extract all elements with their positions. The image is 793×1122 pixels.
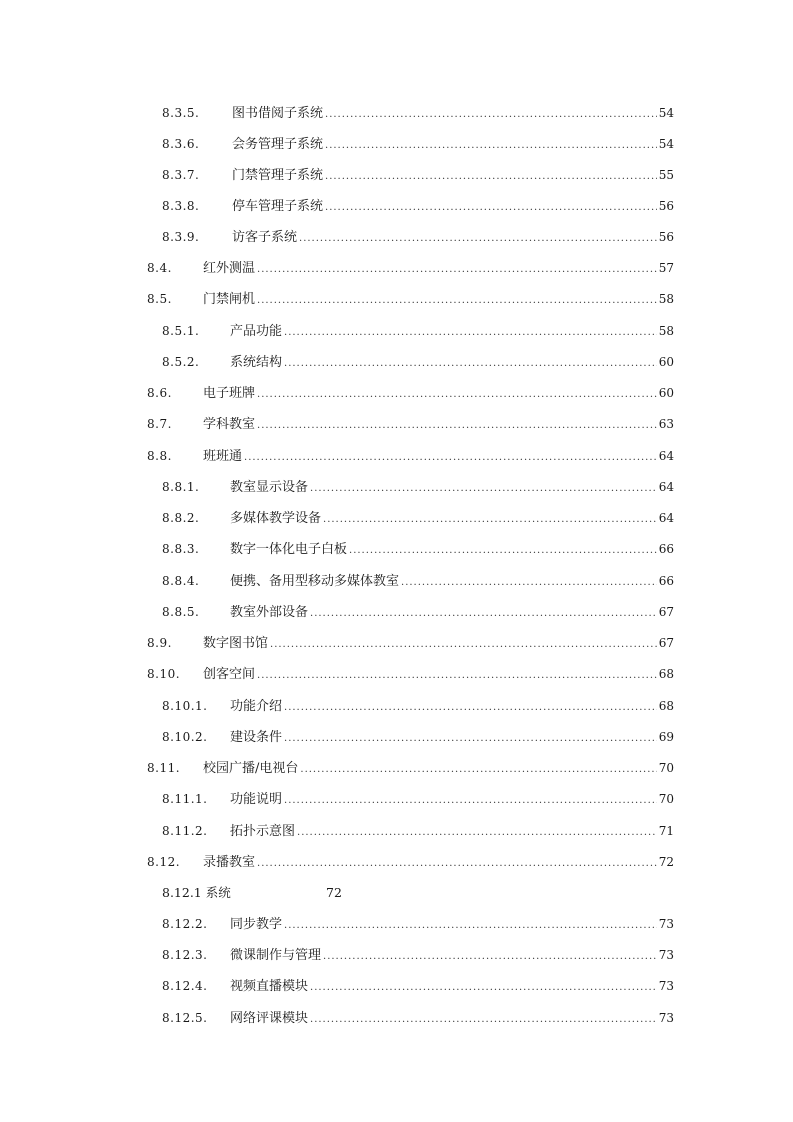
dot-leader <box>323 510 657 530</box>
toc-entry-title: 停车管理子系统 <box>232 199 324 214</box>
toc-entry-title-line <box>230 821 674 843</box>
dot-leader <box>310 479 657 499</box>
toc-entry-title: 门禁管理子系统 <box>232 168 324 183</box>
toc-entry-title: 教室外部设备 <box>230 605 309 620</box>
toc-entry-title: 门禁闸机 <box>203 292 256 307</box>
toc-entry-number: 8.8.1. <box>162 480 200 494</box>
toc-entry-level-1[interactable] <box>147 633 674 653</box>
toc-entry-title: 图书借阅子系统 <box>232 106 324 121</box>
toc-entry-title-line <box>203 289 674 311</box>
toc-entry-title: 班班通 <box>203 449 243 464</box>
toc-entry-page-number: 70 <box>658 792 674 806</box>
toc-entry-page-number: 73 <box>658 948 674 962</box>
dot-leader <box>284 729 657 749</box>
dot-leader <box>257 854 657 874</box>
dot-leader <box>323 947 657 967</box>
toc-entry-level-2[interactable] <box>162 602 674 622</box>
toc-entry-title-line <box>203 852 674 874</box>
toc-entry-title-line <box>230 696 674 718</box>
toc-entry-page-number: 60 <box>658 355 674 369</box>
toc-entry-level-1[interactable] <box>147 289 674 309</box>
toc-entry-level-2[interactable] <box>162 914 674 934</box>
toc-entry-number: 8.5.1. <box>162 324 200 338</box>
toc-entry-number: 8.8.5. <box>162 605 200 619</box>
toc-entry-title: 学科教室 <box>203 417 256 432</box>
toc-entry-title-line <box>230 352 674 374</box>
toc-entry-level-1[interactable] <box>147 383 674 403</box>
toc-entry-title-line <box>230 789 674 811</box>
toc-entry-page-number: 60 <box>658 386 674 400</box>
toc-entry-level-2[interactable] <box>162 352 674 372</box>
dot-leader <box>284 323 657 343</box>
toc-entry-title-line <box>203 258 674 280</box>
toc-entry-level-2[interactable] <box>162 945 674 965</box>
toc-entry-number: 8.11.2. <box>162 824 208 838</box>
toc-entry-page-number: 57 <box>658 261 674 275</box>
toc-entry-level-2[interactable] <box>162 196 674 216</box>
toc-entry-level-2[interactable] <box>162 477 674 497</box>
dot-leader <box>310 604 657 624</box>
toc-entry-number: 8.3.9. <box>162 230 200 244</box>
toc-entry-title-line <box>203 446 674 468</box>
toc-entry-title-line <box>230 976 674 998</box>
toc-entry-title: 拓扑示意图 <box>230 824 296 839</box>
toc-entry-level-2[interactable] <box>162 321 674 341</box>
dot-leader <box>257 416 657 436</box>
toc-entry-title: 同步教学 <box>230 917 283 932</box>
toc-entry-title-line <box>203 633 674 655</box>
toc-entry-title: 产品功能 <box>230 324 283 339</box>
toc-entry-level-2[interactable] <box>162 539 674 559</box>
dot-leader <box>325 198 657 218</box>
toc-entry-level-1[interactable] <box>147 758 674 778</box>
toc-entry-page-number: 73 <box>658 1011 674 1025</box>
toc-entry-level-2[interactable] <box>162 165 674 185</box>
toc-entry-page-number: 56 <box>658 199 674 213</box>
toc-entry-number: 8.5.2. <box>162 355 200 369</box>
dot-leader <box>270 635 657 655</box>
toc-entry-level-1[interactable] <box>147 258 674 278</box>
toc-entry-level-2[interactable] <box>162 103 674 123</box>
toc-entry-level-2[interactable] <box>162 571 674 591</box>
toc-entry-title: 访客子系统 <box>232 230 298 245</box>
dot-leader <box>299 229 657 249</box>
toc-entry-number: 8.10. <box>147 667 181 681</box>
toc-entry-title: 数字一体化电子白板 <box>230 542 348 557</box>
toc-entry-page-number: 55 <box>658 168 674 182</box>
toc-entry-page-number: 64 <box>658 511 674 525</box>
dot-leader <box>310 1010 657 1030</box>
toc-entry-number: 8.8. <box>147 449 172 463</box>
toc-entry-page-number: 64 <box>658 480 674 494</box>
dot-leader <box>257 260 657 280</box>
toc-entry-title: 微课制作与管理 <box>230 948 322 963</box>
toc-entry-level-1[interactable] <box>147 414 674 434</box>
toc-entry-title-line <box>230 321 674 343</box>
toc-entry-number: 8.8.4. <box>162 574 200 588</box>
toc-entry-page-number: 67 <box>658 636 674 650</box>
toc-entry-number: 8.7. <box>147 417 172 431</box>
toc-entry-number: 8.6. <box>147 386 172 400</box>
toc-entry-number: 8.10.1. <box>162 699 208 713</box>
toc-entry-page-number: 72 <box>658 855 674 869</box>
toc-entry-page-number: 68 <box>658 699 674 713</box>
toc-entry-title-line <box>203 758 674 780</box>
toc-entry-level-2[interactable] <box>162 789 674 809</box>
toc-entry-number: 8.12. <box>147 855 181 869</box>
toc-entry-title: 校园广播/电视台 <box>203 761 299 776</box>
toc-entry-number: 8.5. <box>147 292 172 306</box>
toc-entry-title-line <box>232 196 674 218</box>
toc-entry-page-number: 70 <box>658 761 674 775</box>
dot-leader <box>325 167 657 187</box>
toc-entry-page-number: 71 <box>658 824 674 838</box>
toc-entry-page-number: 56 <box>658 230 674 244</box>
toc-entry-level-1[interactable] <box>147 446 674 466</box>
dot-leader <box>284 354 657 374</box>
dot-leader <box>300 760 656 780</box>
toc-entry-level-2[interactable] <box>162 1008 674 1028</box>
toc-entry-broken-page: 72 <box>326 885 342 900</box>
toc-entry-level-2[interactable] <box>162 508 674 528</box>
toc-entry-title: 电子班牌 <box>203 386 256 401</box>
toc-entry-level-2[interactable] <box>162 134 674 154</box>
toc-entry-title: 创客空间 <box>203 667 256 682</box>
toc-entry-number: 8.8.3. <box>162 542 200 556</box>
toc-entry-number: 8.8.2. <box>162 511 200 525</box>
toc-entry-title-line <box>232 227 674 249</box>
toc-entry-page-number: 68 <box>658 667 674 681</box>
toc-entry-title-line <box>232 103 674 125</box>
toc-entry-title: 录播教室 <box>203 855 256 870</box>
toc-entry-page-number: 66 <box>658 574 674 588</box>
toc-entry-title-line <box>230 1008 674 1030</box>
toc-entry-page-number: 66 <box>658 542 674 556</box>
toc-entry-title: 建设条件 <box>230 730 283 745</box>
dot-leader <box>284 916 657 936</box>
toc-entry-page-number: 69 <box>658 730 674 744</box>
toc-entry-title-line <box>203 414 674 436</box>
dot-leader <box>284 698 657 718</box>
toc-entry-title-line <box>230 945 674 967</box>
dot-leader <box>257 291 657 311</box>
dot-leader <box>349 541 657 561</box>
toc-entry-number: 8.11.1. <box>162 792 208 806</box>
toc-entry-level-2[interactable] <box>162 696 674 716</box>
dot-leader <box>284 791 657 811</box>
toc-entry-title: 会务管理子系统 <box>232 137 324 152</box>
toc-entry-number: 8.10.2. <box>162 730 208 744</box>
toc-entry-title-line <box>232 165 674 187</box>
toc-entry-number: 8.3.8. <box>162 199 200 213</box>
toc-entry-title: 功能介绍 <box>230 699 283 714</box>
toc-entry-title: 系统结构 <box>230 355 283 370</box>
toc-entry-title: 功能说明 <box>230 792 283 807</box>
toc-entry-number: 8.3.6. <box>162 137 200 151</box>
toc-entry-page-number: 54 <box>658 137 674 151</box>
toc-entry-title: 视频直播模块 <box>230 979 309 994</box>
dot-leader <box>297 823 657 843</box>
toc-entry-title: 教室显示设备 <box>230 480 309 495</box>
toc-entry-level-1[interactable] <box>147 852 674 872</box>
toc-entry-page-number: 64 <box>658 449 674 463</box>
toc-entry-title-line <box>230 477 674 499</box>
toc-entry-number: 8.12.4. <box>162 979 208 993</box>
toc-entry-title-line <box>230 571 674 593</box>
toc-entry-page-number: 54 <box>658 106 674 120</box>
toc-entry-page-number: 67 <box>658 605 674 619</box>
toc-entry-number: 8.3.7. <box>162 168 200 182</box>
toc-entry-title: 数字图书馆 <box>203 636 269 651</box>
toc-entry-title-line <box>230 914 674 936</box>
toc-entry-page-number: 73 <box>658 979 674 993</box>
dot-leader <box>310 978 657 998</box>
toc-entry-title: 网络评课模块 <box>230 1011 309 1026</box>
toc-entry-title-line <box>203 383 674 405</box>
toc-entry-title: 多媒体教学设备 <box>230 511 322 526</box>
toc-entry-number: 8.12.3. <box>162 948 208 962</box>
toc-entry-title-line <box>232 134 674 156</box>
toc-entry-title: 便携、备用型移动多媒体教室 <box>230 574 400 589</box>
toc-entry-title-line <box>230 602 674 624</box>
dot-leader <box>325 136 657 156</box>
toc-entry-level-2[interactable] <box>162 727 674 747</box>
toc-entry-page-number: 63 <box>658 417 674 431</box>
dot-leader <box>257 385 657 405</box>
dot-leader <box>325 105 657 125</box>
toc-entry-level-2[interactable] <box>162 821 674 841</box>
toc-entry-number: 8.11. <box>147 761 181 775</box>
toc-entry-title-line <box>203 664 674 686</box>
toc-entry-level-2[interactable] <box>162 976 674 996</box>
toc-entry-page-number: 58 <box>658 292 674 306</box>
toc-entry-number: 8.12.2. <box>162 917 208 931</box>
toc-entry-number: 8.9. <box>147 636 172 650</box>
toc-entry-page-number: 58 <box>658 324 674 338</box>
toc-entry-level-2[interactable] <box>162 227 674 247</box>
dot-leader <box>257 666 657 686</box>
toc-entry-number: 8.4. <box>147 261 172 275</box>
toc-entry-number: 8.3.5. <box>162 106 200 120</box>
toc-entry-page-number: 73 <box>658 917 674 931</box>
toc-entry-title-line <box>230 508 674 530</box>
toc-entry-title: 红外测温 <box>203 261 256 276</box>
dot-leader <box>401 573 657 593</box>
toc-entry-title-line <box>230 727 674 749</box>
toc-entry-broken-title[interactable]: 8.12.1 系统 <box>162 885 231 900</box>
dot-leader <box>244 448 657 468</box>
toc-entry-number: 8.12.5. <box>162 1011 208 1025</box>
toc-entry-title-line <box>230 539 674 561</box>
toc-entry-level-1[interactable] <box>147 664 674 684</box>
